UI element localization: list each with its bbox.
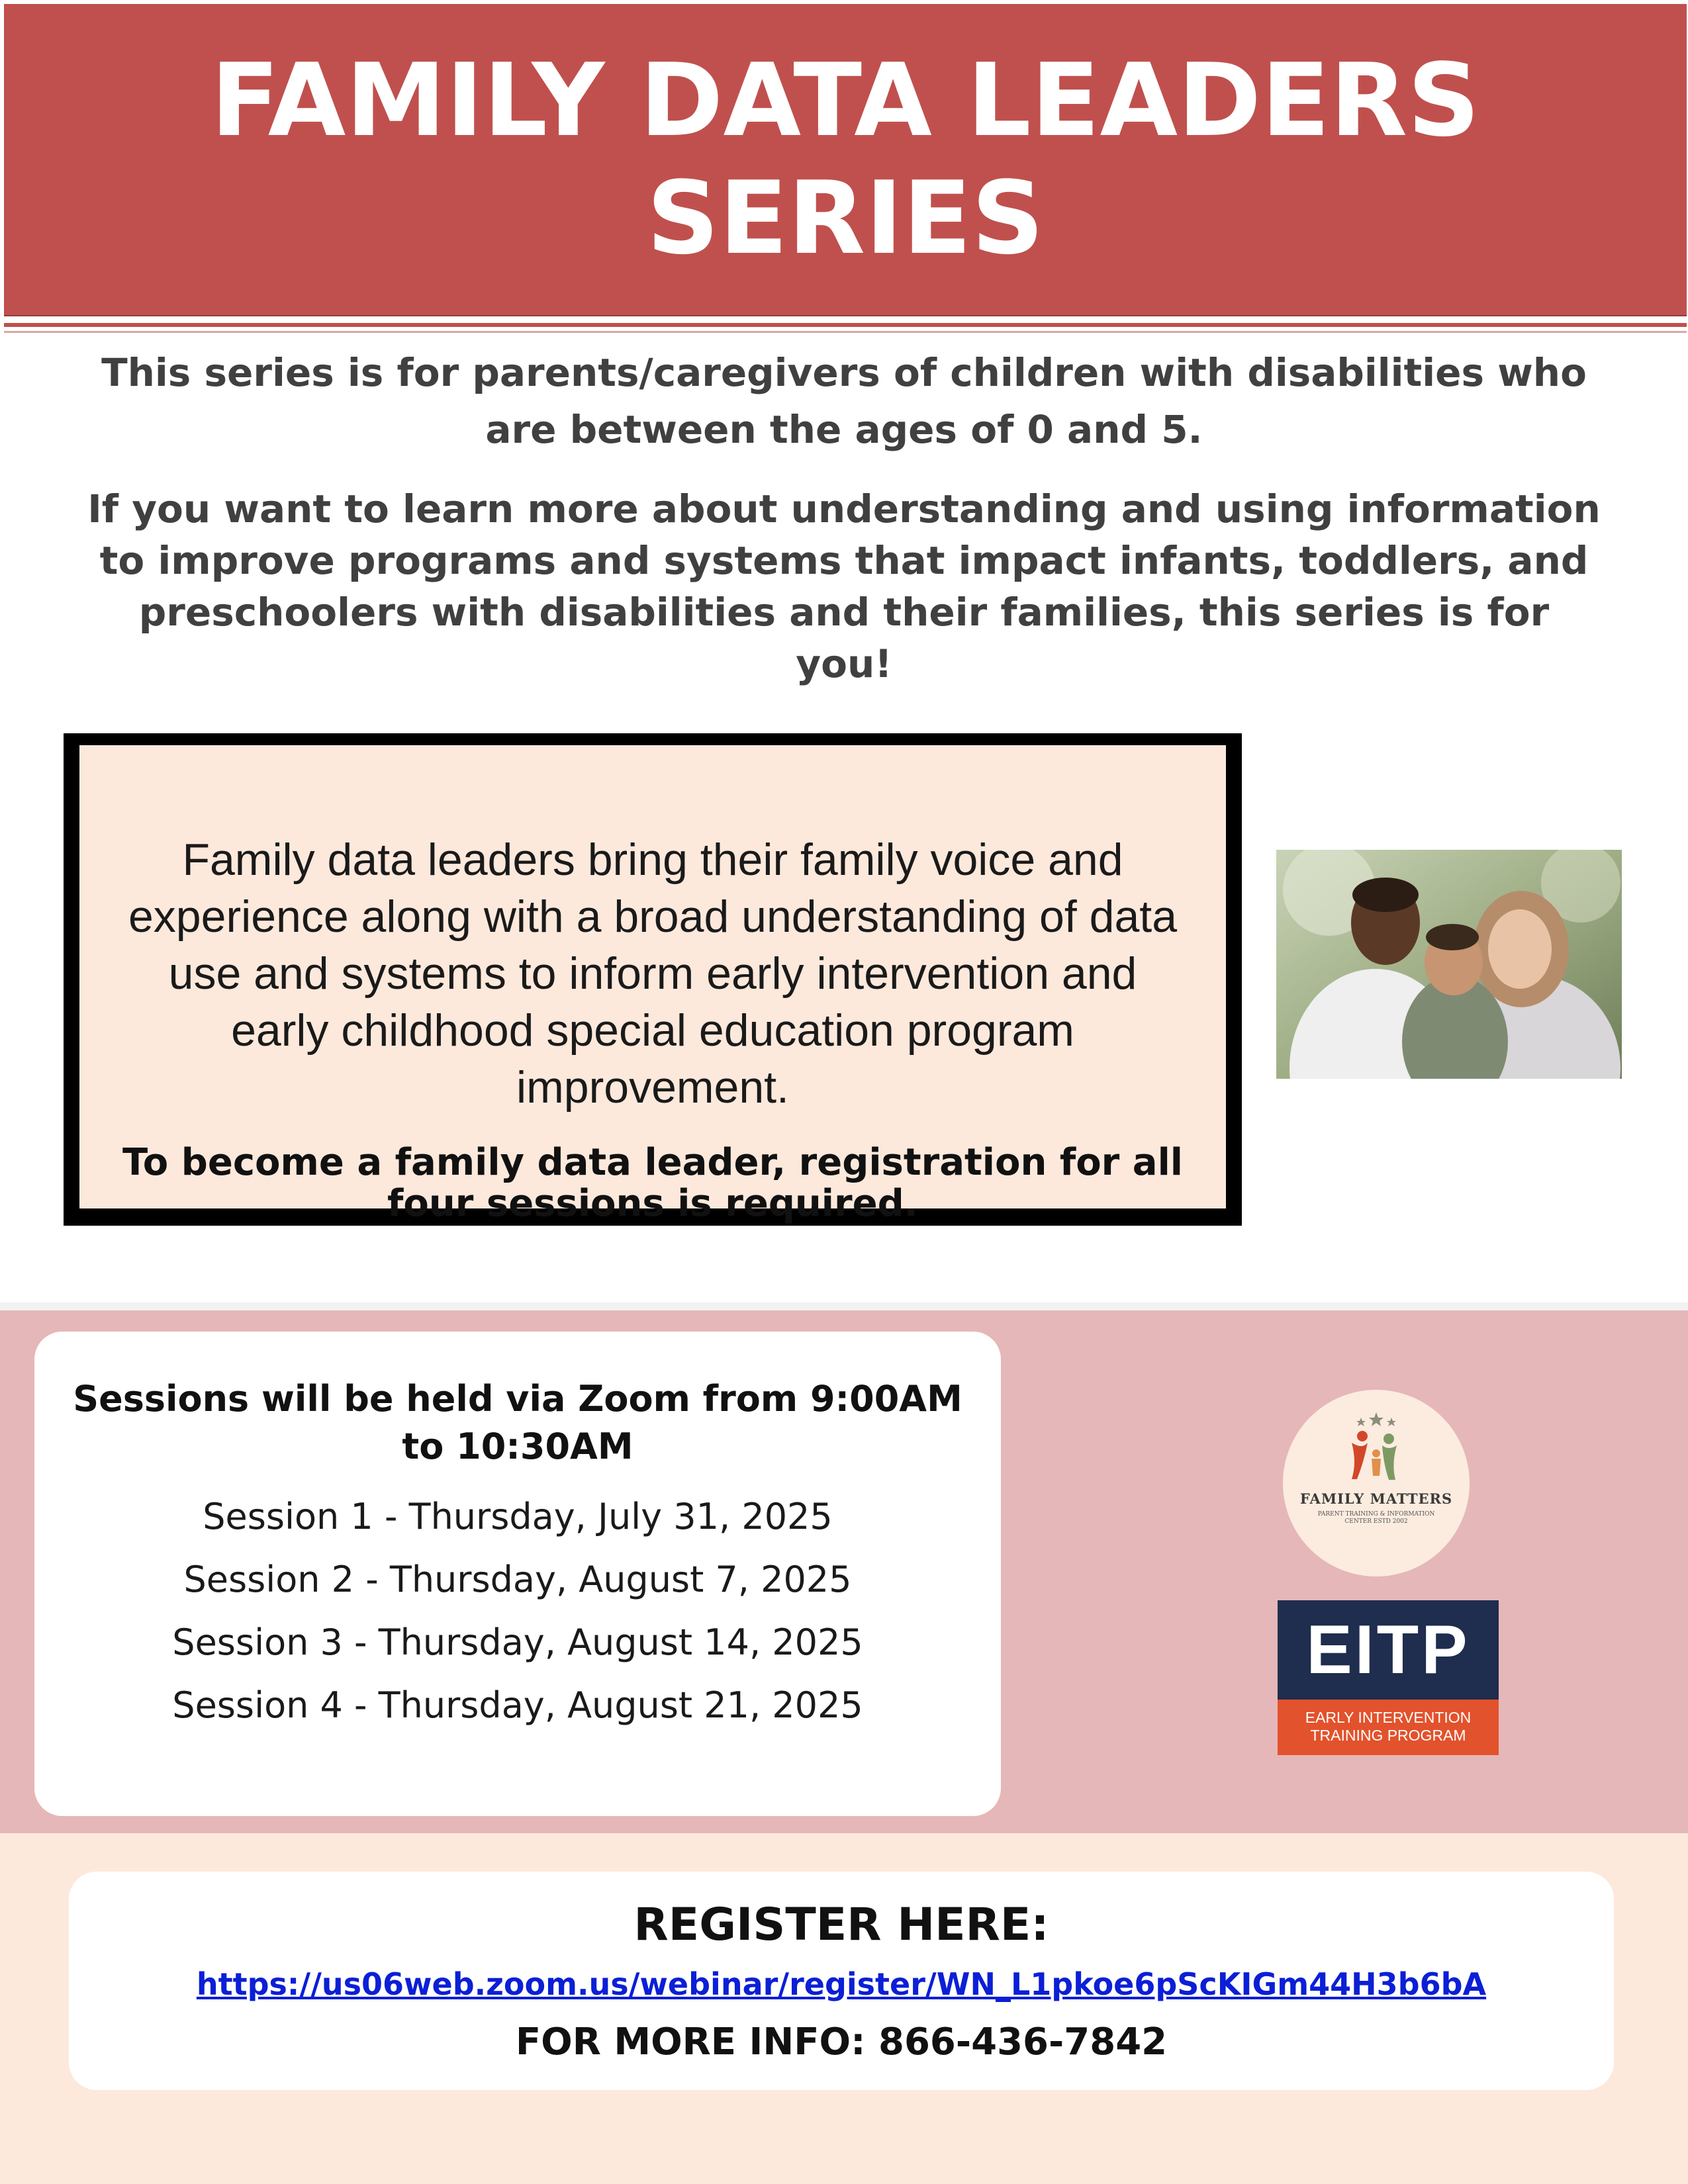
session-item: Session 4 - Thursday, August 21, 2025: [172, 1684, 863, 1726]
callout-description: Family data leaders bring their family voice and experience along with a broad understanding of data use and systems to inform early intervention and early childhood special education program improvement.: [128, 835, 1178, 1113]
sessions-card: [34, 1332, 1001, 1816]
family-matters-logo: [1283, 1390, 1470, 1576]
header-divider-thin: [4, 331, 1687, 333]
family-matters-name: FAMILY MATTERS: [1299, 1490, 1453, 1507]
session-item: Session 1 - Thursday, July 31, 2025: [203, 1496, 833, 1537]
eitp-subtitle: EARLY INTERVENTION TRAINING PROGRAM: [1278, 1700, 1499, 1755]
eitp-logo: [1278, 1600, 1499, 1755]
family-matters-subtitle: PARENT TRAINING & INFORMATION CENTER ESTD 2002: [1317, 1511, 1435, 1525]
register-card: [69, 1872, 1614, 2090]
callout-box: [64, 733, 1242, 1226]
page-title: FAMILY DATA LEADERS SERIES: [211, 42, 1480, 277]
header-divider: [4, 323, 1687, 327]
sessions-heading: Sessions will be held via Zoom from 9:00AM to 10:30AM: [73, 1378, 962, 1467]
session-item: Session 3 - Thursday, August 14, 2025: [172, 1621, 863, 1663]
eitp-wordmark: EITP: [1306, 1611, 1470, 1688]
more-info-phone: FOR MORE INFO: 866-436-7842: [515, 2021, 1168, 2064]
family-photo: [1276, 850, 1622, 1079]
sessions-band-divider: [0, 1302, 1688, 1310]
audience-text: This series is for parents/caregivers of children with disabilities who are between the ages of 0 and 5.: [101, 350, 1587, 452]
register-heading: REGISTER HERE:: [633, 1899, 1049, 1951]
purpose-text: If you want to learn more about understanding and using information to improve programs and systems that impact infants, toddlers, and preschoolers with disabilities and their families, this series is for you!: [87, 486, 1601, 686]
eitp-logo-top: [1278, 1600, 1499, 1700]
family-figures-icon: [1283, 1390, 1470, 1489]
callout-inner: [79, 745, 1226, 1225]
session-item: Session 2 - Thursday, August 7, 2025: [183, 1559, 852, 1600]
registration-link[interactable]: https://us06web.zoom.us/webinar/register/WN_L1pkoe6pScKIGm44H3b6bA: [196, 1966, 1487, 2002]
session-list: [34, 1485, 1001, 1737]
header-banner: [4, 4, 1687, 316]
callout-requirement: To become a family data leader, registration for all four sessions is required.: [122, 1141, 1183, 1225]
